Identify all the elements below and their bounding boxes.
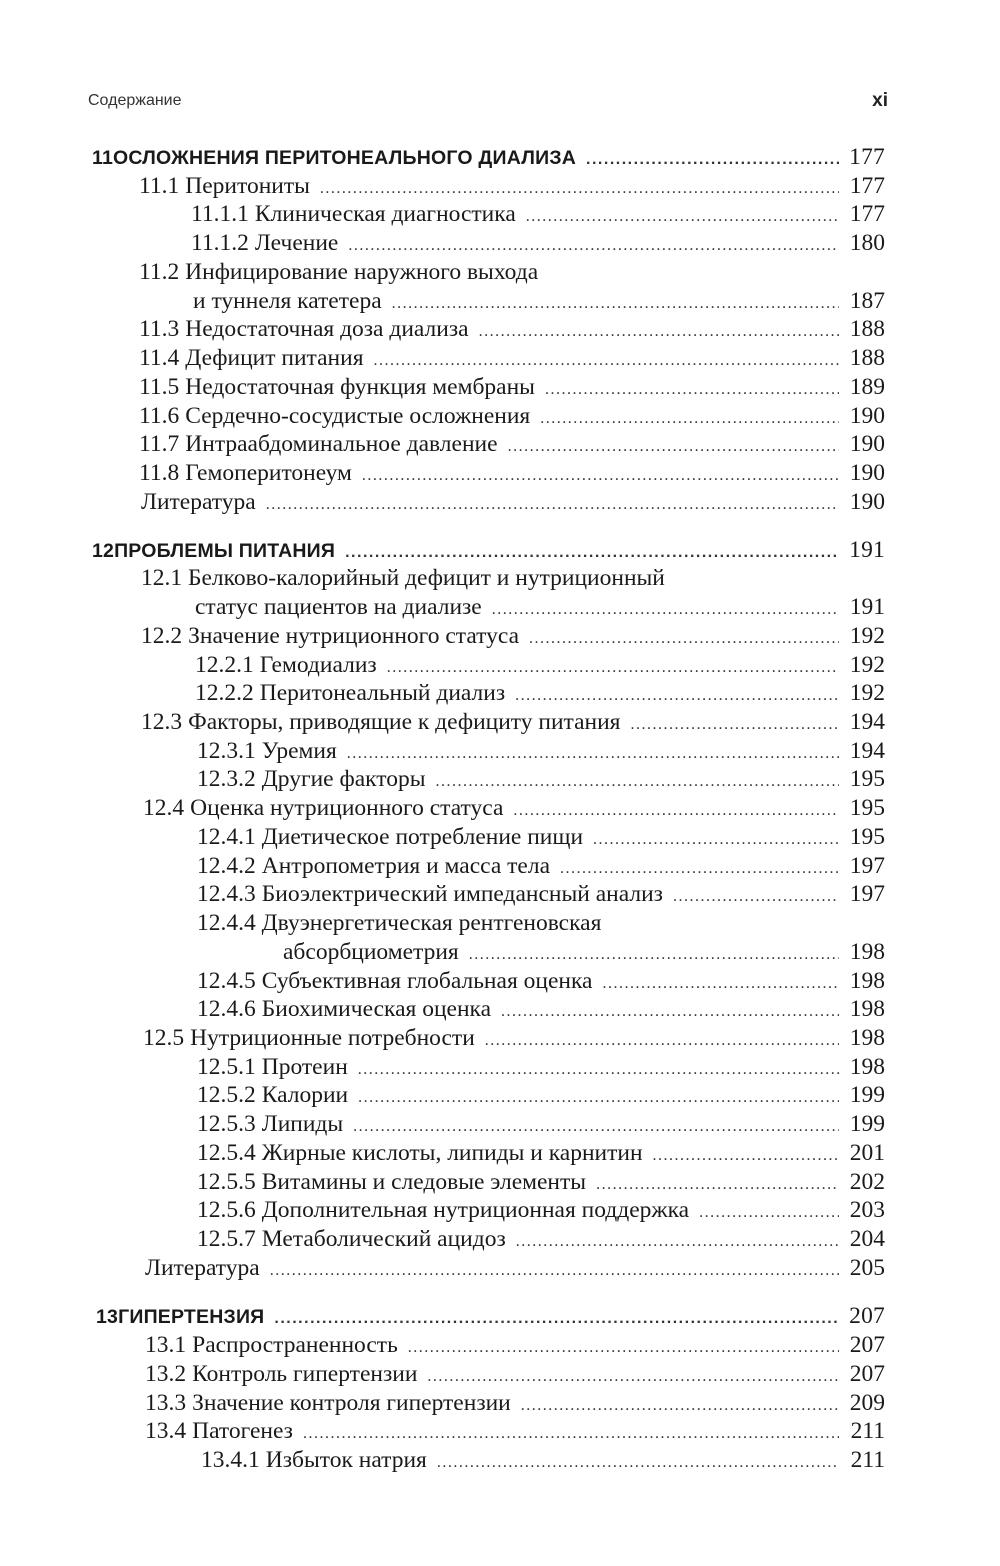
toc-entry-continuation	[195, 593, 885, 621]
running-head-title: Содержание	[88, 92, 182, 109]
toc-references	[145, 1254, 885, 1282]
entry-number: 12.4.3	[197, 881, 256, 907]
chapter-number: 13	[96, 1306, 119, 1328]
entry-number: 12.4.6	[197, 996, 256, 1022]
entry-title: Липиды	[261, 1111, 344, 1137]
entry-page: 190	[849, 403, 885, 429]
dot-leader	[320, 175, 839, 203]
entry-number: 12.2	[141, 623, 183, 649]
entry-title: Клиническая диагностика	[254, 201, 516, 227]
toc-entry	[197, 1168, 885, 1196]
dot-leader	[513, 797, 839, 825]
entry-page: 177	[849, 173, 885, 199]
entry-title: Патогенез	[192, 1418, 293, 1444]
entry-title: Протеин	[261, 1054, 348, 1080]
entry-page: 180	[849, 230, 885, 256]
entry-page: 198	[849, 939, 885, 965]
entry-number: 13.2	[145, 1361, 187, 1387]
entry-title: Гемодиализ	[259, 652, 377, 678]
entry-title: Нутриционные потребности	[190, 1025, 475, 1051]
entry-number: 12.5.7	[197, 1226, 256, 1252]
entry-page: 190	[849, 460, 885, 486]
entry-title: Недостаточная доза диализа	[185, 316, 469, 342]
entry-page: 188	[849, 345, 885, 371]
chapter-page: 207	[849, 1303, 885, 1329]
entry-number: 13.4.1	[201, 1447, 260, 1473]
entry-page: 192	[849, 623, 885, 649]
entry-number: 12.5.2	[197, 1082, 256, 1108]
dot-leader	[586, 146, 839, 174]
dot-leader	[436, 768, 839, 796]
entry-title: Литература	[141, 489, 256, 515]
toc-entry	[197, 1139, 885, 1167]
entry-number: 12.1	[141, 565, 183, 591]
toc-entry	[197, 765, 885, 793]
entry-number: 11.6	[139, 403, 180, 429]
entry-title: Уремия	[261, 738, 337, 764]
entry-number: 11.7	[139, 431, 180, 457]
entry-title: Контроль гипертензии	[192, 1361, 418, 1387]
running-head	[88, 92, 888, 116]
entry-number: 12.5.4	[197, 1140, 256, 1166]
entry-number: 12.3.2	[197, 766, 256, 792]
entry-page: 190	[849, 489, 885, 515]
chapter-title: ПРОБЛЕМЫ ПИТАНИЯ	[114, 540, 336, 562]
toc-entry	[139, 344, 885, 372]
toc-entry	[197, 1081, 885, 1109]
entry-page: 211	[850, 1418, 885, 1444]
entry-title: Сердечно-сосудистые осложнения	[185, 403, 531, 429]
entry-number: 12.5.6	[197, 1197, 256, 1223]
entry-number: 12.3	[141, 709, 183, 735]
entry-page: 199	[849, 1082, 885, 1108]
toc-entry-continuation	[193, 287, 885, 315]
toc-entry	[139, 172, 885, 200]
dot-leader	[353, 1113, 839, 1141]
entry-title: Дополнительная нутриционная поддержка	[261, 1197, 690, 1223]
entry-title: Значение контроля гипертензии	[192, 1390, 511, 1416]
dot-leader	[392, 290, 839, 318]
toc-entry	[139, 459, 885, 487]
dot-leader	[358, 1056, 839, 1084]
entry-number: 12.3.1	[197, 738, 256, 764]
entry-title: Калории	[261, 1082, 349, 1108]
chapter-number: 11	[92, 147, 114, 169]
entry-page: 209	[849, 1390, 885, 1416]
toc-entry	[145, 1331, 885, 1359]
entry-title: Гемоперитонеум	[185, 460, 352, 486]
entry-page: 187	[849, 288, 885, 314]
entry-page: 192	[849, 680, 885, 706]
toc-entry	[197, 1053, 885, 1081]
dot-leader	[501, 998, 839, 1026]
dot-leader	[596, 1171, 839, 1199]
dot-leader	[374, 347, 839, 375]
toc-entry	[191, 200, 885, 228]
entry-page: 195	[849, 824, 885, 850]
entry-title-continuation: и туннеля катетера	[193, 288, 382, 314]
dot-leader	[387, 654, 839, 682]
dot-leader	[631, 711, 840, 739]
entry-title: Двуэнергетическая рентгеновская	[261, 910, 602, 936]
dot-leader	[602, 970, 839, 998]
dot-leader	[485, 1027, 839, 1055]
toc-entry	[197, 823, 885, 851]
dot-leader	[270, 1257, 839, 1285]
entry-title: Антропометрия и масса тела	[261, 853, 551, 879]
entry-page: 198	[849, 996, 885, 1022]
toc-entry	[197, 852, 885, 880]
dot-leader	[508, 433, 839, 461]
entry-page: 203	[849, 1197, 885, 1223]
toc-entry	[195, 679, 885, 707]
dot-leader	[545, 376, 839, 404]
entry-title: Субъективная глобальная оценка	[261, 968, 593, 994]
toc-entry	[197, 737, 885, 765]
toc-entry	[139, 373, 885, 401]
entry-number: 12.5	[143, 1025, 185, 1051]
entry-title-continuation: абсорбциометрия	[283, 939, 459, 965]
toc-entry	[201, 1446, 885, 1474]
dot-leader	[526, 203, 839, 231]
toc-entry	[197, 1196, 885, 1224]
entry-title: Значение нутриционного статуса	[188, 623, 520, 649]
toc-entry	[141, 622, 885, 650]
dot-leader	[427, 1363, 839, 1391]
entry-title: Витамины и следовые элементы	[261, 1169, 587, 1195]
entry-page: 195	[849, 766, 885, 792]
toc-references	[141, 488, 885, 516]
dot-leader	[515, 682, 839, 710]
entry-number: 11.4	[139, 345, 180, 371]
dot-leader	[540, 405, 839, 433]
toc-entry	[197, 1110, 885, 1138]
toc-entry	[197, 995, 885, 1023]
entry-number: 11.2	[139, 259, 180, 285]
dot-leader	[358, 1084, 839, 1112]
entry-page: 207	[849, 1361, 885, 1387]
toc-entry	[143, 1024, 885, 1052]
dot-leader	[492, 596, 839, 624]
entry-title: Биоэлектрический импедансный анализ	[261, 881, 663, 907]
dot-leader	[274, 1305, 839, 1333]
dot-leader	[362, 462, 839, 490]
dot-leader	[560, 855, 839, 883]
entry-title: Распространенность	[192, 1332, 398, 1358]
toc-entry	[197, 967, 885, 995]
entry-page: 197	[849, 853, 885, 879]
toc-entry	[143, 794, 885, 822]
entry-page: 194	[849, 709, 885, 735]
dot-leader	[345, 539, 839, 567]
dot-leader	[408, 1334, 839, 1362]
entry-page: 201	[849, 1140, 885, 1166]
entry-page: 199	[849, 1111, 885, 1137]
toc-entry-multiline	[139, 258, 538, 286]
dot-leader	[593, 826, 839, 854]
entry-page: 189	[849, 374, 885, 400]
entry-page: 198	[849, 1054, 885, 1080]
toc-entry	[145, 1417, 885, 1445]
entry-number: 12.5.1	[197, 1054, 256, 1080]
entry-number: 11.1	[139, 173, 180, 199]
entry-number: 11.5	[139, 374, 180, 400]
dot-leader	[266, 491, 839, 519]
dot-leader	[699, 1199, 839, 1227]
entry-number: 13.1	[145, 1332, 187, 1358]
dot-leader	[348, 232, 839, 260]
entry-number: 12.2.2	[195, 680, 254, 706]
toc-entry	[139, 315, 885, 343]
entry-title: Диетическое потребление пищи	[261, 824, 584, 850]
entry-title: Перитониты	[185, 173, 310, 199]
entry-title: Литература	[145, 1255, 260, 1281]
chapter-title: ОСЛОЖНЕНИЯ ПЕРИТОНЕАЛЬНОГО ДИАЛИЗА	[113, 147, 577, 169]
dot-leader	[516, 1228, 839, 1256]
entry-page: 205	[849, 1255, 885, 1281]
entry-title: Дефицит питания	[185, 345, 364, 371]
entry-number: 12.4.5	[197, 968, 256, 994]
toc-entry-multiline	[197, 909, 601, 937]
toc-entry	[197, 1225, 885, 1253]
entry-title: Инфицирование наружного выхода	[185, 259, 539, 285]
chapter-page: 177	[849, 144, 885, 170]
entry-page: 202	[849, 1169, 885, 1195]
entry-title: Недостаточная функция мембраны	[185, 374, 535, 400]
entry-page: 192	[849, 652, 885, 678]
entry-title: Другие факторы	[261, 766, 426, 792]
toc-entry	[145, 1360, 885, 1388]
entry-title: Метаболический ацидоз	[261, 1226, 506, 1252]
dot-leader	[673, 883, 839, 911]
entry-page: 198	[849, 968, 885, 994]
entry-title: Перитонеальный диализ	[259, 680, 506, 706]
toc-entry-continuation	[283, 938, 885, 966]
dot-leader	[521, 1392, 839, 1420]
dot-leader	[437, 1449, 839, 1477]
entry-title-continuation: статус пациентов на диализе	[195, 594, 482, 620]
toc-chapter-12	[92, 536, 885, 564]
page-number: xi	[872, 90, 888, 111]
entry-page: 194	[849, 738, 885, 764]
toc-entry	[139, 402, 885, 430]
entry-page: 207	[849, 1332, 885, 1358]
entry-number: 12.4.4	[197, 910, 256, 936]
chapter-number: 12	[92, 540, 115, 562]
entry-page: 204	[849, 1226, 885, 1252]
entry-number: 12.4	[143, 795, 185, 821]
entry-page: 195	[849, 795, 885, 821]
entry-number: 12.5.5	[197, 1169, 256, 1195]
entry-page: 191	[849, 594, 885, 620]
entry-number: 11.3	[139, 316, 180, 342]
toc-entry	[195, 651, 885, 679]
dot-leader	[303, 1420, 839, 1448]
entry-page: 188	[849, 316, 885, 342]
entry-title: Биохимическая оценка	[261, 996, 492, 1022]
entry-title: Оценка нутриционного статуса	[190, 795, 504, 821]
entry-page: 211	[850, 1447, 885, 1473]
dot-leader	[529, 625, 839, 653]
chapter-page: 191	[849, 537, 885, 563]
toc-entry	[145, 1389, 885, 1417]
entry-number: 13.3	[145, 1390, 187, 1416]
entry-page: 177	[849, 201, 885, 227]
toc-chapter-11	[92, 143, 885, 171]
entry-title: Белково-калорийный дефицит и нутриционный	[188, 565, 665, 591]
dot-leader	[479, 318, 839, 346]
entry-number: 13.4	[145, 1418, 187, 1444]
entry-title: Жирные кислоты, липиды и карнитин	[261, 1140, 643, 1166]
entry-page: 198	[849, 1025, 885, 1051]
entry-number: 12.4.1	[197, 824, 256, 850]
entry-title: Лечение	[254, 230, 339, 256]
dot-leader	[469, 941, 839, 969]
entry-number: 11.1.2	[191, 230, 249, 256]
entry-page: 197	[849, 881, 885, 907]
entry-number: 12.4.2	[197, 853, 256, 879]
toc-chapter-13	[96, 1302, 885, 1330]
toc-entry	[141, 708, 885, 736]
entry-number: 12.2.1	[195, 652, 254, 678]
toc-entry	[191, 229, 885, 257]
toc-entry	[197, 880, 885, 908]
chapter-title: ГИПЕРТЕНЗИЯ	[118, 1306, 265, 1328]
toc-entry-multiline	[141, 564, 665, 592]
entry-number: 12.5.3	[197, 1111, 256, 1137]
entry-title: Избыток натрия	[265, 1447, 427, 1473]
toc-entry	[139, 430, 885, 458]
entry-title: Факторы, приводящие к дефициту питания	[188, 709, 621, 735]
dot-leader	[347, 740, 839, 768]
entry-page: 190	[849, 431, 885, 457]
dot-leader	[653, 1142, 839, 1170]
entry-number: 11.8	[139, 460, 180, 486]
entry-number: 11.1.1	[191, 201, 249, 227]
entry-title: Интраабдоминальное давление	[185, 431, 498, 457]
